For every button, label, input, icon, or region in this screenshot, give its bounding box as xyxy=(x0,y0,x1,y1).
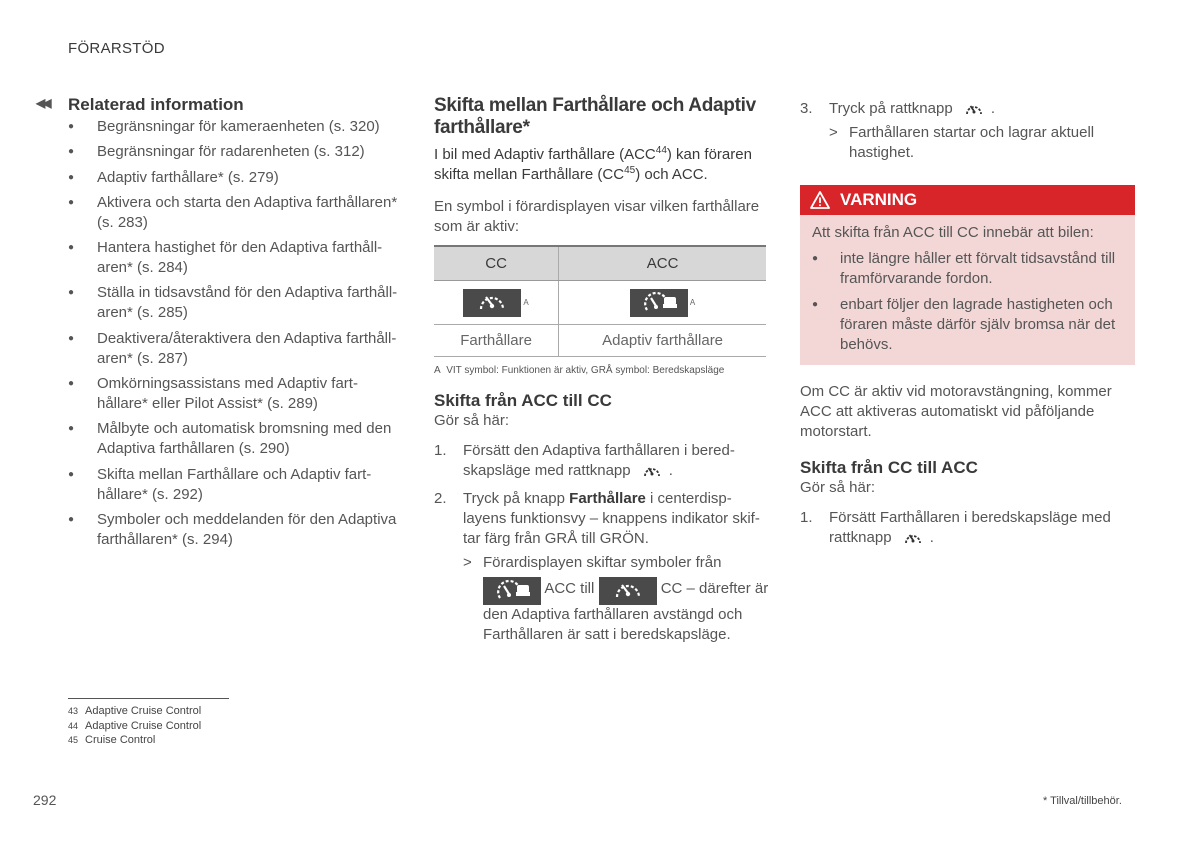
table-note-marker: A xyxy=(523,298,529,307)
related-link[interactable]: ● Målbyte och automatisk bromsning med den Adaptiva farthållaren (s. 290) xyxy=(68,419,406,459)
result-text: Förardisplayen skiftar symboler från xyxy=(483,554,722,571)
step-result xyxy=(829,123,1135,163)
symbol-table xyxy=(434,245,766,357)
footnote-number: 43 xyxy=(68,706,79,716)
intro-part: ) kan föraren skifta mellan Farthållare (CC xyxy=(434,146,752,183)
table-header-cc: CC xyxy=(434,246,559,281)
step-number: 1. xyxy=(434,442,447,459)
step-number: 1. xyxy=(800,509,813,526)
result-arrow: > xyxy=(463,554,472,571)
table-footnote-marker: A xyxy=(434,365,441,376)
related-link[interactable]: ● Omkörningsassistans med Adaptiv fart-hållare* eller Pilot Assist* (s. 289) xyxy=(68,374,406,414)
acc-to-cc-steps xyxy=(434,441,769,645)
page-number: 292 xyxy=(33,792,57,808)
cc-symbol-cell xyxy=(434,281,559,325)
steering-wheel-button-icon xyxy=(641,462,663,480)
acc-to-cc-title: Skifta från ACC till CC xyxy=(434,391,612,410)
warning-header xyxy=(800,185,1135,215)
step-text: Försätt Farthållaren i beredskapsläge med rattknapp xyxy=(829,509,1111,546)
related-link[interactable]: ● Deaktivera/återaktivera den Adaptiva farthåll-aren* (s. 287) xyxy=(68,329,406,369)
warning-title: VARNING xyxy=(840,190,918,209)
step-number: 2. xyxy=(434,490,447,507)
step-3 xyxy=(800,99,1135,163)
table-note-marker: A xyxy=(689,298,696,307)
farthallare-button-label: Farthållare xyxy=(569,490,646,507)
result-text: Farthållaren startar och lagrar aktuell hastighet. xyxy=(849,124,1095,161)
restart-paragraph: Om CC är aktiv vid motoravstängning, kommer ACC att aktiveras automatiskt vid påföljande motorstart. xyxy=(800,383,1112,440)
warning-list xyxy=(800,249,1135,355)
step-text: Försätt den Adaptiva farthållaren i bered-skapsläge med rattknapp xyxy=(463,442,735,479)
step-2 xyxy=(434,489,769,645)
intro-paragraph xyxy=(434,145,769,185)
optional-equipment-note: * Tillval/tillbehör. xyxy=(1043,795,1122,807)
intro-part: ) och ACC. xyxy=(635,166,708,183)
table-cell-acc-name: Adaptiv farthållare xyxy=(559,325,766,357)
symbol-paragraph: En symbol i förardisplayen visar vilken farthållare som är aktiv: xyxy=(434,198,760,235)
cc-to-acc-sub: Gör så här: xyxy=(800,479,876,496)
footnote-text: Adaptive Cruise Control xyxy=(85,705,202,717)
double-arrow-left-icon: ◀◀ xyxy=(36,96,49,110)
footnote xyxy=(68,704,201,719)
step-number: 3. xyxy=(800,100,813,117)
table-footnote-text: VIT symbol: Funktionen är aktiv, GRÅ symbol: Beredskapsläge xyxy=(446,365,725,376)
warning-intro: Att skifta från ACC till CC innebär att bilen: xyxy=(812,224,1094,241)
main-column xyxy=(434,95,769,645)
step-end: . xyxy=(929,529,934,546)
footnote xyxy=(68,733,201,748)
acc-to-cc-sub: Gör så här: xyxy=(434,412,510,429)
related-link[interactable]: ● Hantera hastighet för den Adaptiva farthåll-aren* (s. 284) xyxy=(68,238,406,278)
step-text: i centerdisp-layens funktionsvy – knappens indikator skif-tar färg från GRÅ till GRÖN. xyxy=(463,490,760,547)
result-text: CC – därefter är den Adaptiva farthållaren avstängd och Farthållaren är satt i beredskapsläge. xyxy=(483,579,769,643)
footnote-ref[interactable]: 45 xyxy=(624,165,636,176)
footnote xyxy=(68,719,201,734)
warning-item: ● inte längre håller ett förvalt tidsavstånd till framförvarande fordon. xyxy=(812,249,1123,289)
cc-to-acc-title: Skifta från CC till ACC xyxy=(800,458,978,477)
cruise-control-icon xyxy=(599,577,657,605)
related-title xyxy=(36,95,406,115)
step-1 xyxy=(800,508,1135,548)
step-3-list xyxy=(800,99,1135,163)
related-link[interactable]: ● Aktivera och starta den Adaptiva farthållaren* (s. 283) xyxy=(68,193,406,233)
footnote-ref[interactable]: 44 xyxy=(655,145,667,156)
step-text: Tryck på knapp xyxy=(463,490,570,507)
result-arrow: > xyxy=(829,124,838,141)
warning-item: ● enbart följer den lagrade hastigheten och föraren måste därför själv bromsa när det behövs. xyxy=(812,295,1123,355)
result-text: ACC till xyxy=(544,579,595,597)
footnote-text: Cruise Control xyxy=(85,734,156,746)
warning-triangle-icon xyxy=(810,190,830,210)
related-title-text: Relaterad information xyxy=(68,95,244,114)
related-link[interactable]: ● Ställa in tidsavstånd för den Adaptiva farthåll-aren* (s. 285) xyxy=(68,283,406,323)
related-link[interactable]: ● Begränsningar för radarenheten (s. 312) xyxy=(68,142,406,162)
related-list xyxy=(36,117,406,550)
table-cell-cc-name: Farthållare xyxy=(434,325,559,357)
footnotes xyxy=(68,704,201,748)
right-column xyxy=(800,99,1135,548)
related-link[interactable]: ● Adaptiv farthållare* (s. 279) xyxy=(68,168,406,188)
adaptive-cruise-control-icon xyxy=(630,289,688,317)
step-1 xyxy=(434,441,769,481)
related-link[interactable]: ● Symboler och meddelanden för den Adaptiva farthållaren* (s. 294) xyxy=(68,510,406,550)
warning-box xyxy=(800,185,1135,365)
step-end: . xyxy=(990,100,996,117)
main-title: Skifta mellan Farthållare och Adaptiv farthållare* xyxy=(434,95,756,138)
footnote-divider xyxy=(68,698,229,699)
step-result xyxy=(463,553,769,645)
footnote-number: 44 xyxy=(68,720,79,731)
footnote-number: 45 xyxy=(68,735,79,745)
cruise-control-icon xyxy=(463,289,521,317)
section-header: FÖRARSTÖD xyxy=(68,40,165,57)
adaptive-cruise-control-icon xyxy=(483,577,541,605)
steering-wheel-button-icon xyxy=(902,529,924,547)
footnote-text: Adaptive Cruise Control xyxy=(85,719,202,732)
related-information xyxy=(36,95,406,555)
step-end: . xyxy=(668,462,673,479)
related-link[interactable]: ● Begränsningar för kameraenheten (s. 320) xyxy=(68,117,406,137)
related-link[interactable]: ● Skifta mellan Farthållare och Adaptiv fart-hållare* (s. 292) xyxy=(68,465,406,505)
step-text: Tryck på rattknapp xyxy=(829,100,953,117)
steering-wheel-button-icon xyxy=(963,100,985,118)
cc-to-acc-steps xyxy=(800,508,1135,548)
table-footnote xyxy=(434,365,769,376)
intro-part: I bil med Adaptiv farthållare (ACC xyxy=(434,146,656,163)
table-header-acc: ACC xyxy=(559,246,766,281)
acc-symbol-cell xyxy=(559,281,766,325)
